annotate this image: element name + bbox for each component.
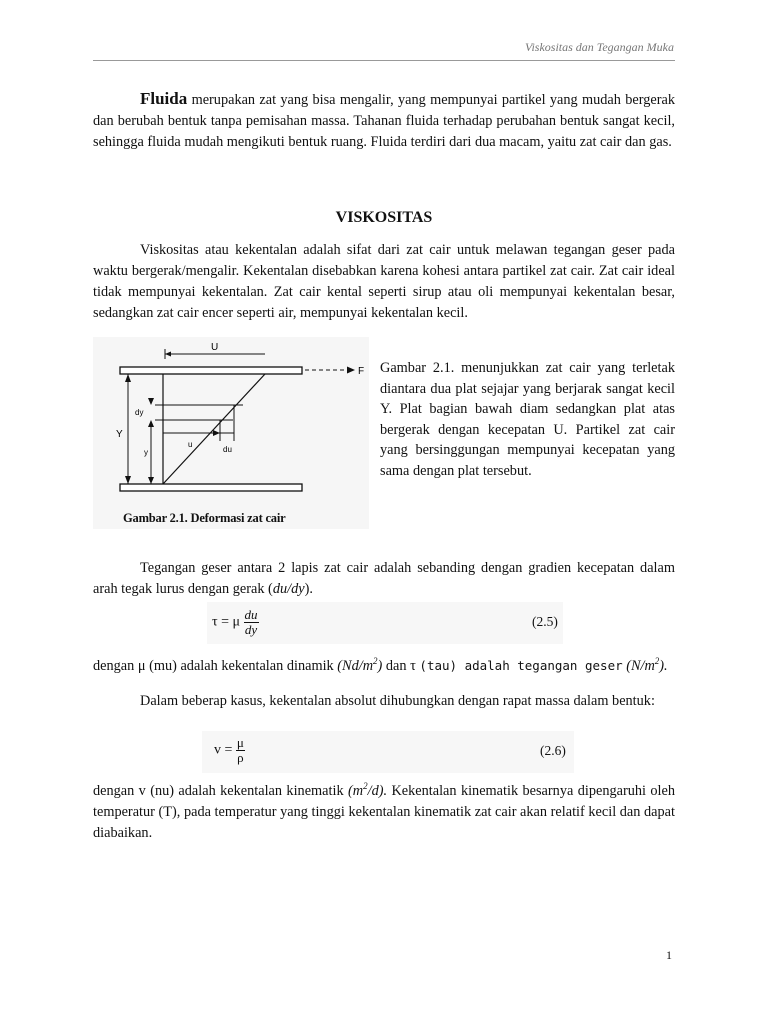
deformation-diagram bbox=[93, 337, 369, 529]
equation-2-5-box bbox=[207, 602, 563, 644]
running-header: Viskositas dan Tegangan Muka bbox=[525, 40, 674, 54]
kinematic-viscosity-paragraph: dengan v (nu) adalah kekentalan kinematik $(m^2/d)$. Kekentalan kinematik besarnya dipengaruhi oleh temperatur (T), pada temperatur yang tinggi kekentalan kinematik zat cair akan relatif kecil dan dapat diabaikan. bbox=[93, 781, 675, 841]
label-y-big: Y bbox=[116, 429, 123, 440]
eq1-fraction: $\frac{du}{dy}$ bbox=[244, 607, 258, 637]
equation-2-5 bbox=[212, 608, 259, 637]
equation-2-6-box bbox=[202, 731, 574, 773]
intro-text: merupakan zat yang bisa mengalir, yang mempunyai partikel yang mudah bergerak dan berubah bentuk tanpa pemisahan massa. Tahanan fluida terhadap perubahan bentuk sangat kecil, sehingga fluida mudah mengikuti bentuk ruang. Fluida terdiri dari dua macam, yaitu zat cair dan gas. bbox=[93, 92, 675, 150]
label-u-small: u bbox=[188, 440, 193, 449]
equation-2-6-number: (2.6) bbox=[540, 743, 566, 758]
label-u-top: U bbox=[211, 342, 219, 353]
section-heading: VISKOSITAS bbox=[335, 209, 433, 226]
dynamic-viscosity-paragraph: dengan μ (mu) adalah kekentalan dinamik $(Nd/m^2)$ dan τ (tau) adalah tegangan geser $(N/m^2)$. bbox=[93, 656, 668, 674]
label-du: du bbox=[223, 445, 232, 454]
figure-description: Gambar 2.1. menunjukkan zat cair yang terletak diantara dua plat sejajar yang berjarak sangat kecil Y. Plat bagian bawah diam sedangkan plat atas bergerak dengan kecepatan U. Partikel zat cair yang bersinggungan mempunyai kecepatan yang sama dengan plat tersebut. bbox=[380, 360, 675, 479]
eq2-lhs: v = bbox=[214, 742, 233, 758]
page-number: 1 bbox=[666, 948, 672, 962]
top-plate bbox=[120, 367, 302, 374]
u-arrowhead bbox=[165, 352, 171, 357]
label-dy: dy bbox=[135, 408, 144, 417]
velocity-profile bbox=[163, 374, 265, 484]
eq1-lhs: τ = μ bbox=[212, 614, 241, 630]
dy-arrow-top bbox=[148, 398, 154, 405]
intro-paragraph bbox=[93, 88, 675, 153]
label-f: F bbox=[358, 366, 365, 377]
equation-2-5-number: (2.5) bbox=[532, 614, 558, 629]
figure-caption: Gambar 2.1. Deformasi zat cair bbox=[123, 511, 286, 525]
gradient-term: du/dy bbox=[272, 581, 305, 597]
force-arrowhead bbox=[347, 367, 355, 374]
label-y-small: y bbox=[144, 448, 148, 457]
header-rule bbox=[93, 60, 675, 61]
bottom-plate bbox=[120, 484, 302, 491]
intro-lead-word: Fluida bbox=[140, 89, 188, 108]
absolute-viscosity-paragraph: Dalam beberap kasus, kekentalan absolut dihubungkan dengan rapat massa dalam bentuk: bbox=[140, 693, 655, 709]
shear-stress-paragraph: Tegangan geser antara 2 lapis zat cair adalah sebanding dengan gradien kecepatan dalam arah tegak lurus dengan gerak (du/dy). bbox=[93, 560, 675, 597]
eq2-fraction: $\frac{\mu}{\rho}$ bbox=[236, 735, 244, 765]
figure-2-1 bbox=[93, 337, 369, 529]
viscosity-paragraph: Viskositas atau kekentalan adalah sifat dari zat cair untuk melawan tegangan geser pada waktu bergerak/mengalir. Kekentalan disebabkan karena kohesi antara partikel zat cair. Zat cair ideal tidak mempunyai kekentalan. Zat cair kental seperti sirup atau oli mempunyai kekentalan besar, sedangkan zat cair encer seperti air, mempunyai kekentalan kecil. bbox=[93, 242, 675, 321]
equation-2-6 bbox=[214, 736, 245, 765]
